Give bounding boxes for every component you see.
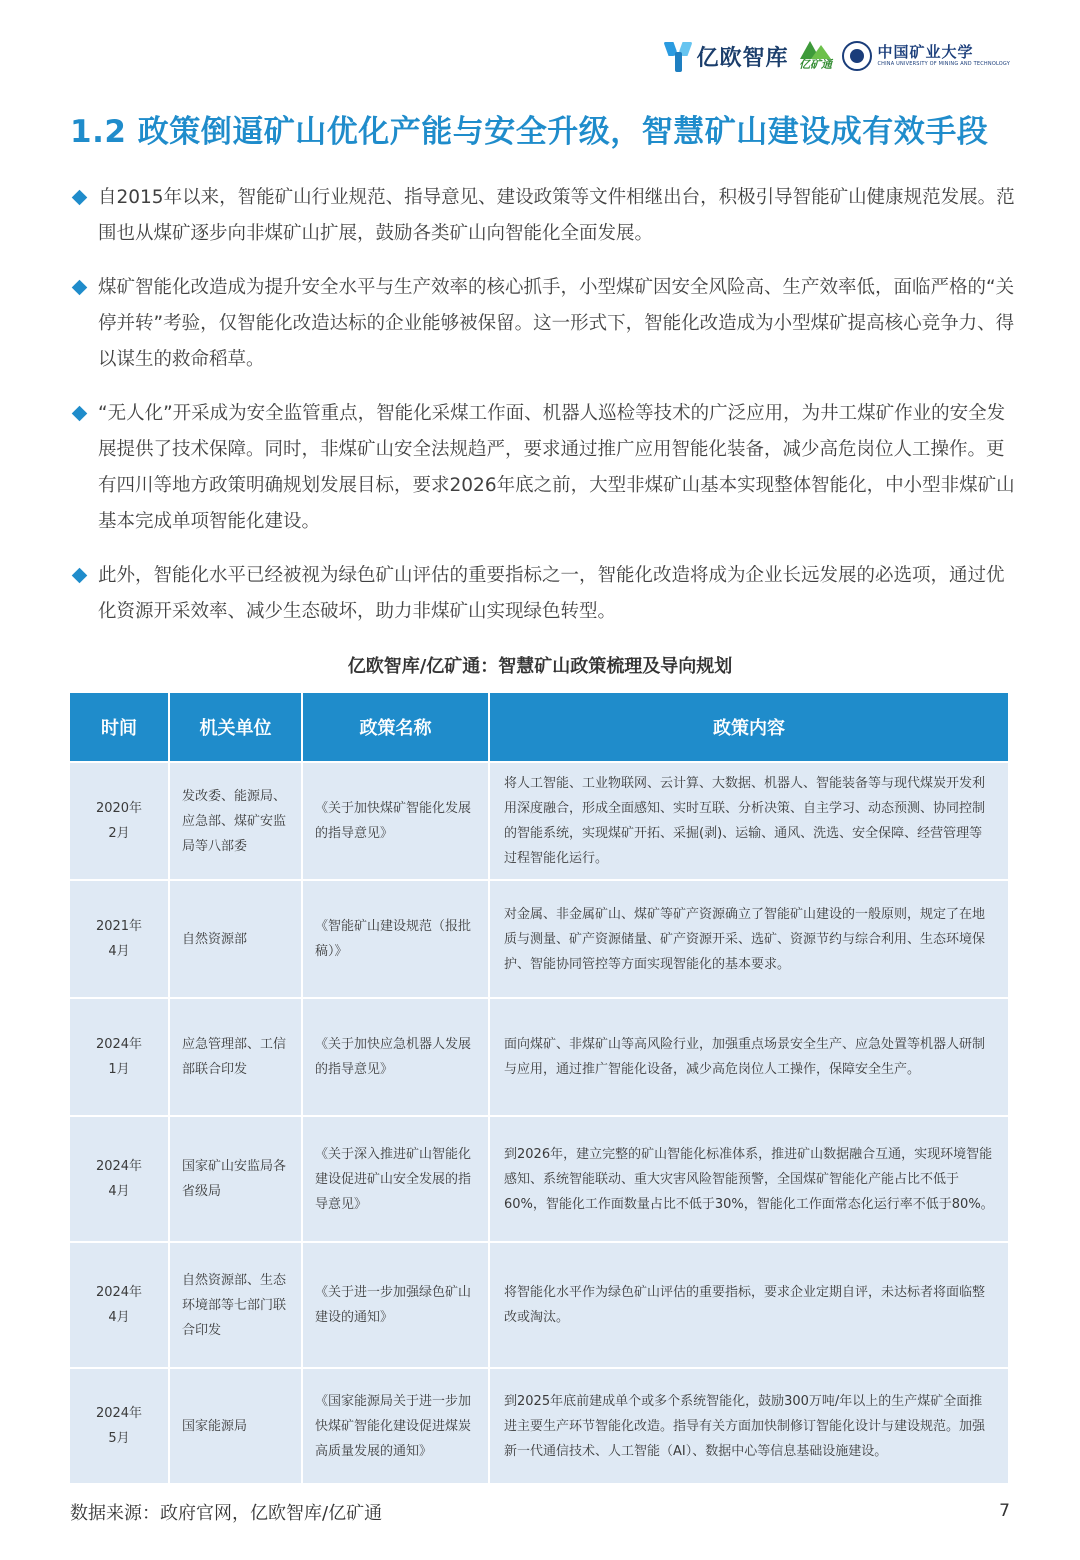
header-logos xyxy=(666,36,1010,76)
table-row xyxy=(70,999,1010,1115)
header-policy-name: 政策名称 xyxy=(303,693,488,761)
header-agency: 机关单位 xyxy=(170,693,301,761)
university-emblem-icon xyxy=(842,41,872,71)
header-policy-content: 政策内容 xyxy=(490,693,1008,761)
cumt-logo xyxy=(842,41,1010,71)
yikuangtong-logo xyxy=(798,41,832,71)
diamond-bullet-icon xyxy=(72,406,88,422)
bullet-item xyxy=(70,270,1015,378)
cell-agency: 国家矿山安监局各省级局 xyxy=(170,1117,301,1241)
cumt-name-en: CHINA UNIVERSITY OF MINING AND TECHNOLOGY xyxy=(877,61,1010,67)
table-header-row xyxy=(70,693,1010,761)
bullet-item xyxy=(70,396,1015,540)
page-title: 1.2 政策倒逼矿山优化产能与安全升级，智慧矿山建设成有效手段 xyxy=(70,114,989,150)
bullet-list xyxy=(70,180,1015,630)
cell-agency: 发改委、能源局、应急部、煤矿安监局等八部委 xyxy=(170,763,301,879)
table-row xyxy=(70,881,1010,997)
cell-time: 2024年 4月 xyxy=(70,1243,168,1367)
cell-policy: 《关于进一步加强绿色矿山建设的通知》 xyxy=(303,1243,488,1367)
cell-content: 将智能化水平作为绿色矿山评估的重要指标，要求企业定期自评，未达标者将面临整改或淘汰。 xyxy=(490,1243,1008,1367)
cell-policy: 《关于加快应急机器人发展的指导意见》 xyxy=(303,999,488,1115)
table-row xyxy=(70,1117,1010,1241)
cell-content: 到2026年，建立完整的矿山智能化标准体系，推进矿山数据融合互通，实现环境智能感知、系统智能联动、重大灾害风险智能预警，全国煤矿智能化产能占比不低于60%，智能化工作面数量占比不低于30%，智能化工作面常态化运行率不低于80%。 xyxy=(490,1117,1008,1241)
diamond-bullet-icon xyxy=(72,568,88,584)
page-number: 7 xyxy=(999,1501,1010,1521)
mountain-icon xyxy=(798,41,832,59)
cell-content: 到2025年底前建成单个或多个系统智能化，鼓励300万吨/年以上的生产煤矿全面推进主要生产环节智能化改造。指导有关方面加快制修订智能化设计与建设规范。加强新一代通信技术、人工智能（AI）、数据中心等信息基础设施建设。 xyxy=(490,1369,1008,1483)
cell-policy: 《关于深入推进矿山智能化建设促进矿山安全发展的指导意见》 xyxy=(303,1117,488,1241)
header-time: 时间 xyxy=(70,693,168,761)
yiou-logo xyxy=(666,40,788,72)
cell-time: 2024年 4月 xyxy=(70,1117,168,1241)
data-source: 数据来源：政府官网，亿欧智库/亿矿通 xyxy=(70,1503,383,1524)
cell-time: 2020年 2月 xyxy=(70,763,168,879)
cell-content: 面向煤矿、非煤矿山等高风险行业，加强重点场景安全生产、应急处置等机器人研制与应用，通过推广智能化设备，减少高危岗位人工操作，保障安全生产。 xyxy=(490,999,1008,1115)
cell-time: 2024年 5月 xyxy=(70,1369,168,1483)
bullet-text: “无人化”开采成为安全监管重点，智能化采煤工作面、机器人巡检等技术的广泛应用，为井工煤矿作业的安全发展提供了技术保障。同时，非煤矿山安全法规趋严，要求通过推广应用智能化装备，减少高危岗位人工操作。更有四川等地方政策明确规划发展目标，要求2026年底之前，大型非煤矿山基本实现整体智能化，中小型非煤矿山基本完成单项智能化建设。 xyxy=(98,403,1015,532)
cell-content: 将人工智能、工业物联网、云计算、大数据、机器人、智能装备等与现代煤炭开发利用深度融合，形成全面感知、实时互联、分析决策、自主学习、动态预测、协同控制的智能系统，实现煤矿开拓、采掘(剥)、运输、通风、洗选、安全保障、经营管理等过程智能化运行。 xyxy=(490,763,1008,879)
table-caption: 亿欧智库/亿矿通：智慧矿山政策梳理及导向规划 xyxy=(347,656,733,677)
cell-content: 对金属、非金属矿山、煤矿等矿产资源确立了智能矿山建设的一般原则，规定了在地质与测量、矿产资源储量、矿产资源开采、选矿、资源节约与综合利用、生态环境保护、智能协同管控等方面实现智能化的基本要求。 xyxy=(490,881,1008,997)
table-row xyxy=(70,763,1010,879)
table-row xyxy=(70,1243,1010,1367)
yiou-logo-icon xyxy=(666,40,690,72)
cell-policy: 《国家能源局关于进一步加快煤矿智能化建设促进煤炭高质量发展的通知》 xyxy=(303,1369,488,1483)
cell-policy: 《关于加快煤矿智能化发展的指导意见》 xyxy=(303,763,488,879)
bullet-text: 煤矿智能化改造成为提升安全水平与生产效率的核心抓手，小型煤矿因安全风险高、生产效率低，面临严格的“关停并转”考验，仅智能化改造达标的企业能够被保留。这一形式下，智能化改造成为小型煤矿提高核心竞争力、得以谋生的救命稻草。 xyxy=(98,277,1015,370)
cell-policy: 《智能矿山建设规范（报批稿）》 xyxy=(303,881,488,997)
bullet-item xyxy=(70,558,1015,630)
cumt-name-cn: 中国矿业大学 xyxy=(877,43,974,61)
table-row xyxy=(70,1369,1010,1483)
yiou-logo-text: 亿欧智库 xyxy=(696,45,789,71)
cell-time: 2021年 4月 xyxy=(70,881,168,997)
cell-agency: 自然资源部 xyxy=(170,881,301,997)
cell-agency: 国家能源局 xyxy=(170,1369,301,1483)
diamond-bullet-icon xyxy=(72,190,88,206)
policy-table xyxy=(70,693,1010,1483)
cell-agency: 自然资源部、生态环境部等七部门联合印发 xyxy=(170,1243,301,1367)
yikuangtong-logo-text: 亿矿通 xyxy=(798,58,832,71)
cell-time: 2024年 1月 xyxy=(70,999,168,1115)
bullet-text: 自2015年以来，智能矿山行业规范、指导意见、建设政策等文件相继出台，积极引导智能矿山健康规范发展。范围也从煤矿逐步向非煤矿山扩展，鼓励各类矿山向智能化全面发展。 xyxy=(98,187,1015,244)
cell-agency: 应急管理部、工信部联合印发 xyxy=(170,999,301,1115)
bullet-text: 此外，智能化水平已经被视为绿色矿山评估的重要指标之一，智能化改造将成为企业长远发展的必选项，通过优化资源开采效率、减少生态破坏，助力非煤矿山实现绿色转型。 xyxy=(98,565,1005,622)
diamond-bullet-icon xyxy=(72,280,88,296)
bullet-item xyxy=(70,180,1015,252)
